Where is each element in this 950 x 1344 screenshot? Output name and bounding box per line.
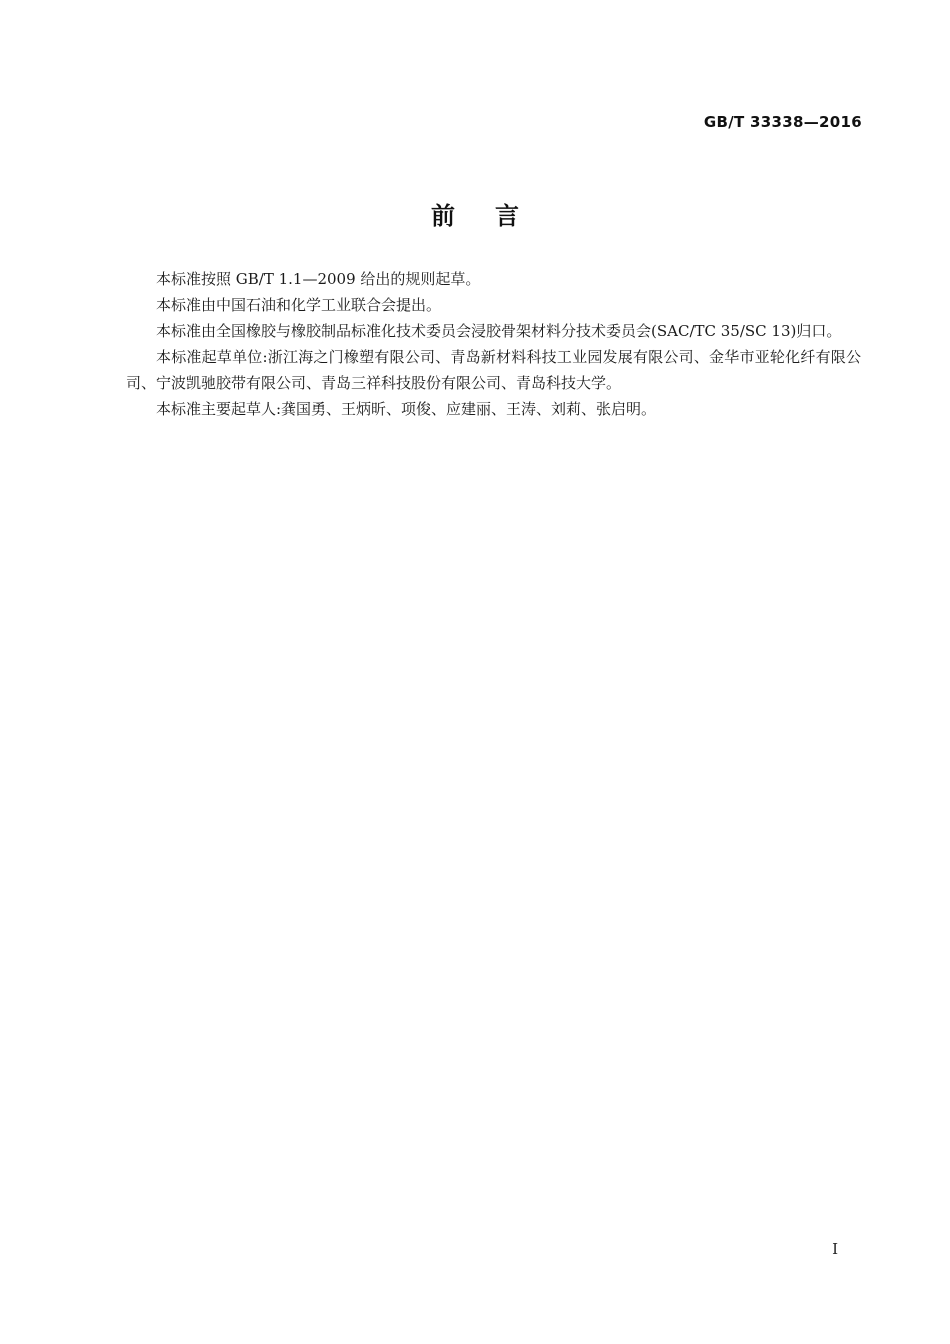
paragraph-proposer: 本标准由中国石油和化学工业联合会提出。	[156, 296, 442, 314]
standard-number: GB/T 33338—2016	[703, 113, 862, 131]
paragraph-drafters: 本标准主要起草人:龚国勇、王炳昕、项俊、应建丽、王涛、刘莉、张启明。	[156, 400, 657, 418]
page-number: I	[832, 1240, 838, 1258]
page-title: 前言	[431, 202, 559, 230]
paragraph-drafting-units: 本标准起草单位:浙江海之门橡塑有限公司、青岛新材料科技工业园发展有限公司、金华市亚轮化纤有限公司、宁波凯驰胶带有限公司、青岛三祥科技股份有限公司、青岛科技大学。	[126, 348, 861, 392]
paragraph-technical-committee: 本标准由全国橡胶与橡胶制品标准化技术委员会浸胶骨架材料分技术委员会(SAC/TC 35/SC 13)归口。	[156, 322, 842, 340]
preface-body	[126, 266, 861, 422]
paragraph-drafting-rules: 本标准按照 GB/T 1.1—2009 给出的规则起草。	[156, 270, 481, 288]
